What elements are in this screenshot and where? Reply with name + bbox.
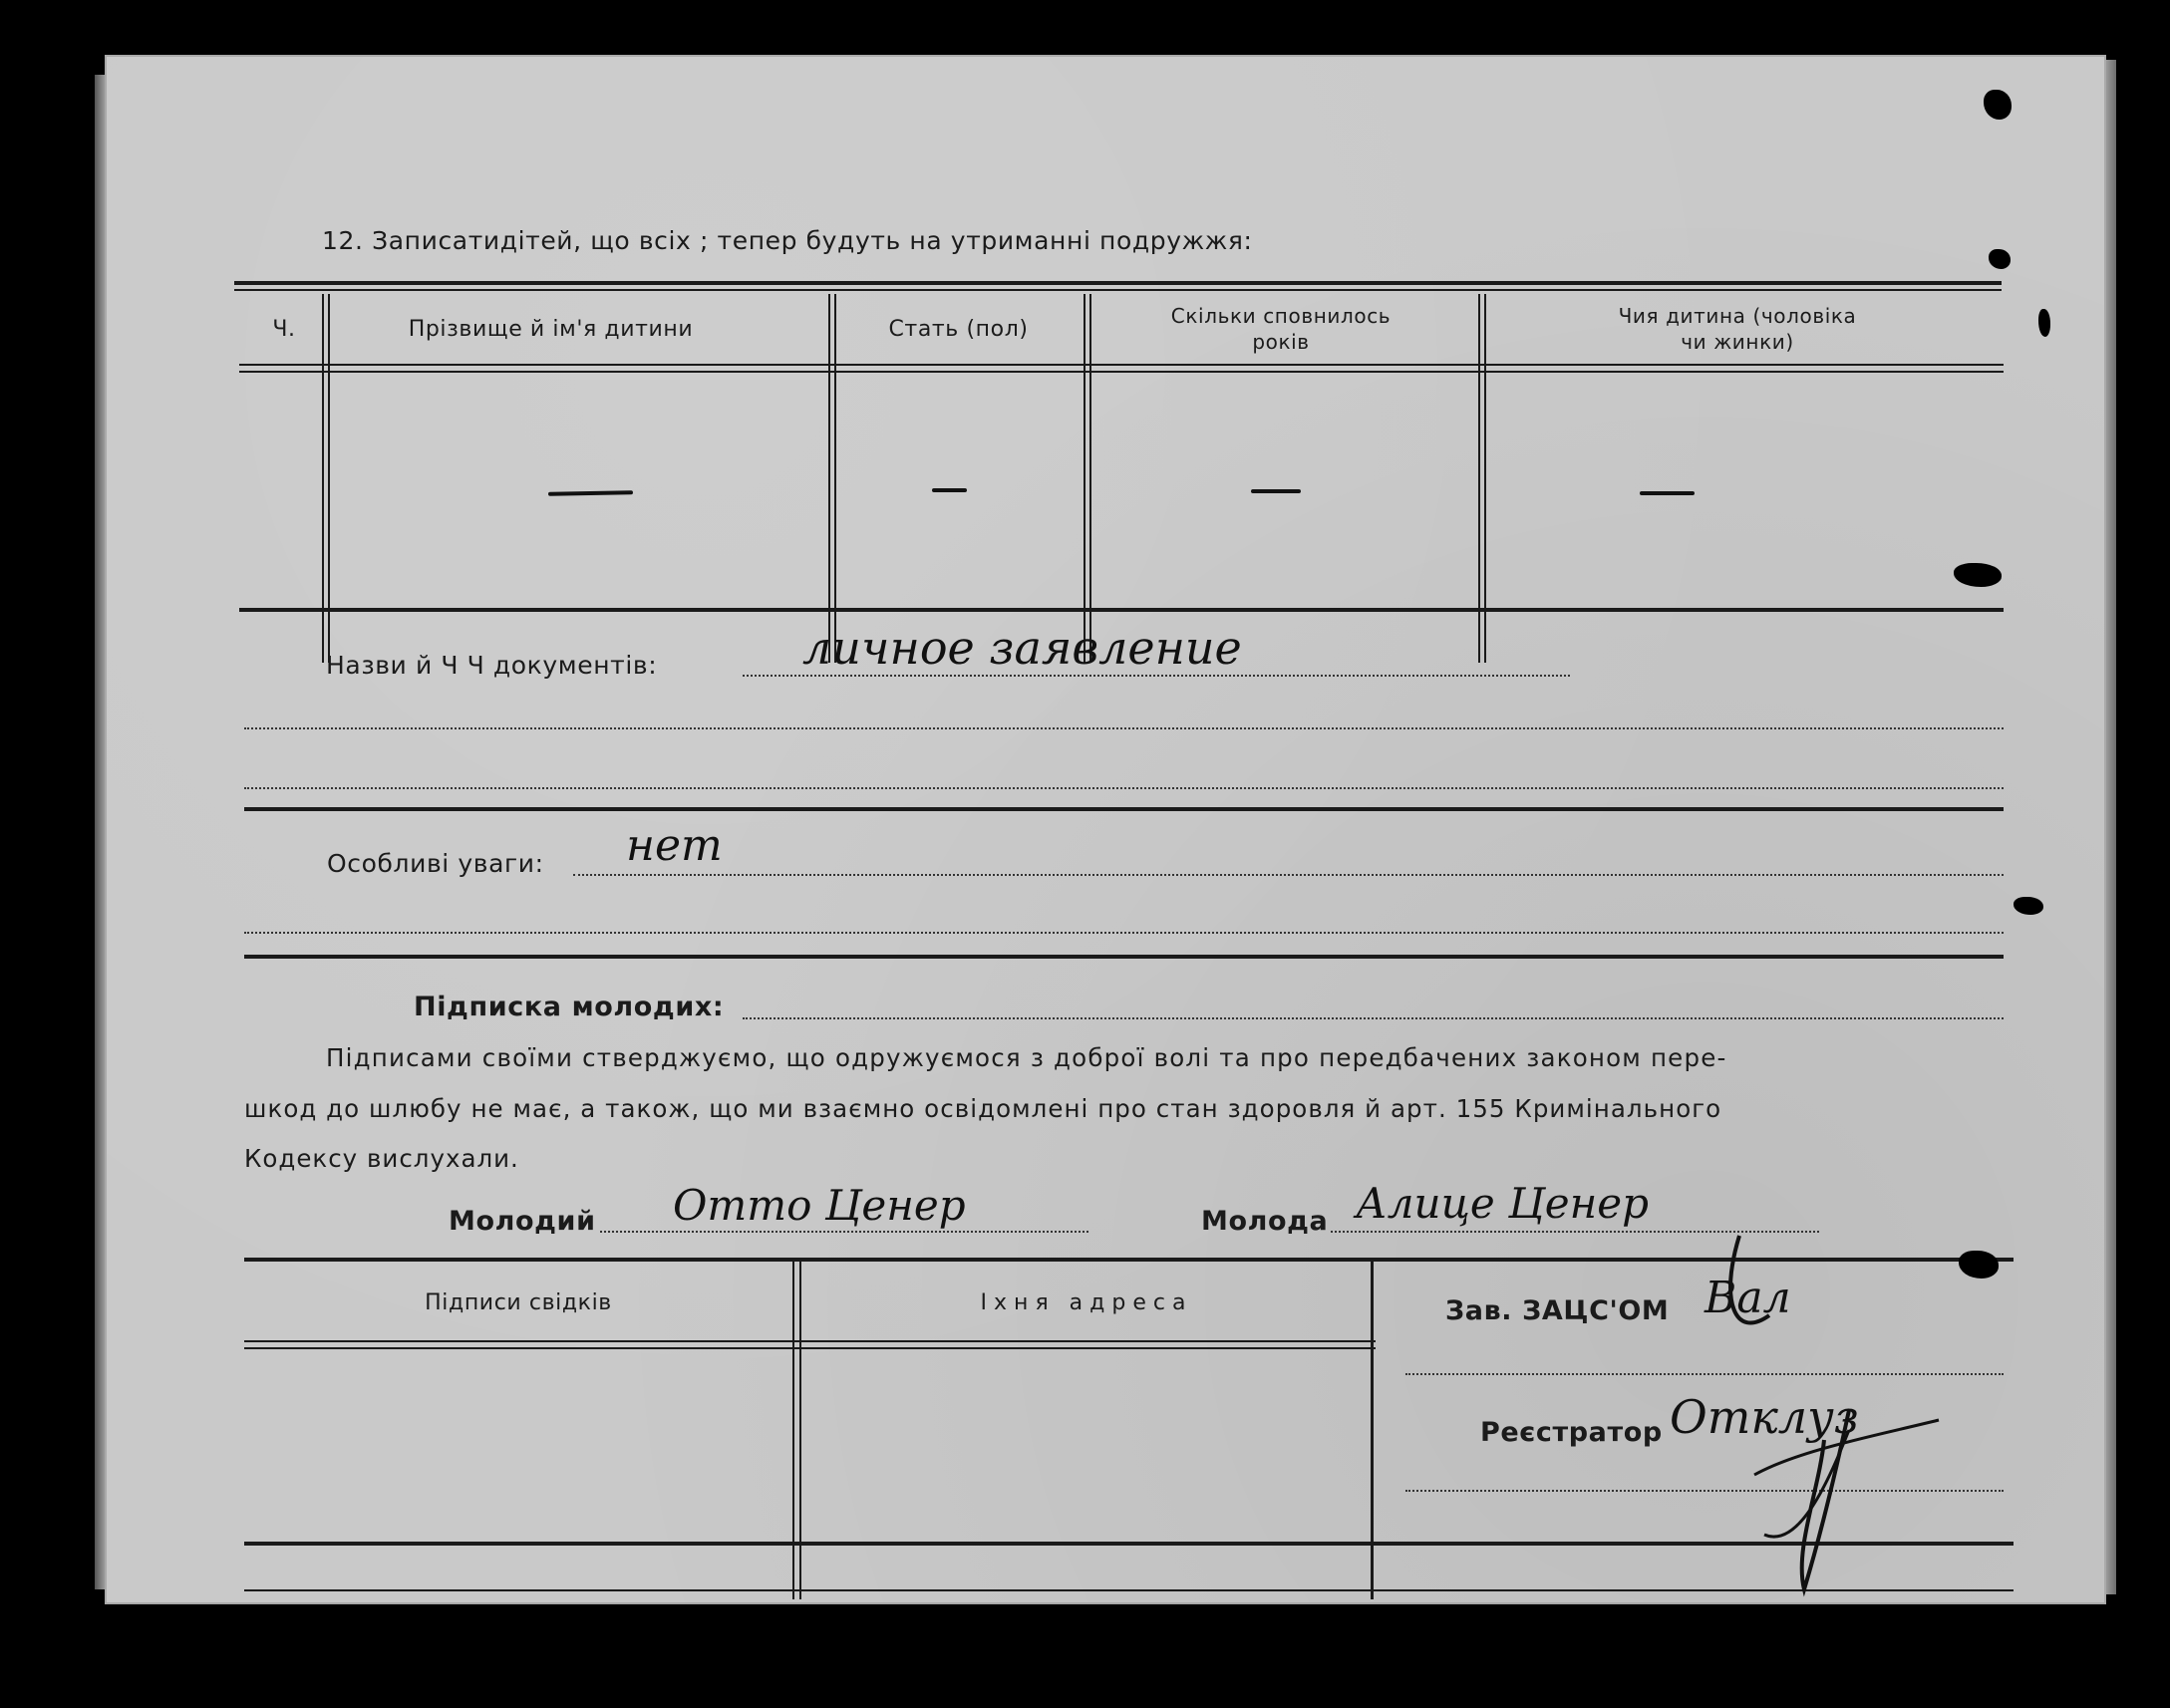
officials-divider [1371,1261,1374,1599]
header-child-name: Прізвище й ім'я дитини [408,317,694,342]
signature-section-dotline [743,1017,2004,1019]
header-age-line1: Скільки сповнилось [1170,304,1392,328]
signature-flourish [1620,1221,2018,1599]
signature-section-label: Підписка молодих: [414,992,725,1022]
witness-header-rule-2 [244,1347,1376,1349]
bride-label: Молода [1201,1206,1329,1237]
documents-dotline-3 [244,787,2004,789]
witness-col-divider-b [799,1261,801,1599]
sex-dash [932,488,967,492]
remarks-value: нет [626,820,723,871]
document-page [105,55,2106,1604]
groom-signature: Отто Ценер [673,1181,966,1230]
punch-hole-3 [2038,309,2050,337]
statement-line-1: Підписами своїми стверджуємо, що одружуємося з доброї волі та про передбачених законом пере- [326,1043,1727,1072]
witness-col-divider-a [792,1261,794,1599]
section-12-title: 12. Записатидітей, що всіх ; тепер будуть на утриманні подружжя: [322,226,1253,255]
head-registry-signature: Вал [1705,1273,1791,1323]
groom-dotline [600,1231,1088,1233]
documents-dotline [743,675,1570,677]
header-whose-line1: Чия дитина (чоловіка [1618,304,1857,328]
registrar-label: Реєстратор [1480,1417,1663,1448]
witness-signatures-header: Підписи свідків [425,1290,612,1315]
table-top-rule-2 [234,289,2002,291]
documents-dotline-2 [244,727,2004,729]
registrar-signature: Отклуз [1670,1390,1859,1444]
remarks-dotline-2 [244,932,2004,934]
child-name-dash [548,490,633,495]
documents-value: личное заявление [802,621,1242,675]
groom-label: Молодий [449,1206,596,1237]
documents-label: Назви й Ч Ч документів: [326,651,658,680]
bride-signature: Алице Ценер [1356,1179,1649,1228]
header-age-line2: років [1252,330,1310,354]
header-whose-line2: чи жинки) [1681,330,1794,354]
witness-header-rule [244,1340,1376,1342]
remarks-label: Особливі уваги: [327,849,544,878]
remarks-bottom-rule [244,955,2004,959]
punch-hole-2 [1989,249,2011,269]
table-top-rule [234,281,2002,285]
header-sex: Стать (пол) [888,317,1029,342]
whose-dash [1640,491,1695,495]
head-registry-label: Зав. ЗАЦС'ОМ [1445,1295,1670,1326]
table-header-rule [239,364,2004,366]
page-shadow-left [95,75,105,1589]
remarks-dotline [573,874,2004,876]
header-number: Ч. [272,317,296,342]
table-header-rule-2 [239,371,2004,373]
statement-line-3: Кодексу вислухали. [244,1144,519,1173]
table-bottom-rule [239,608,2004,612]
statement-line-2: шкод до шлюбу не має, а також, що ми взаємно освідомлені про стан здоровля й арт. 155 Кримінального [244,1094,1722,1123]
witness-address-header: Іхня адреса [980,1290,1193,1315]
page-shadow-right [2106,60,2116,1594]
documents-bottom-rule [244,807,2004,811]
age-dash [1251,489,1301,493]
